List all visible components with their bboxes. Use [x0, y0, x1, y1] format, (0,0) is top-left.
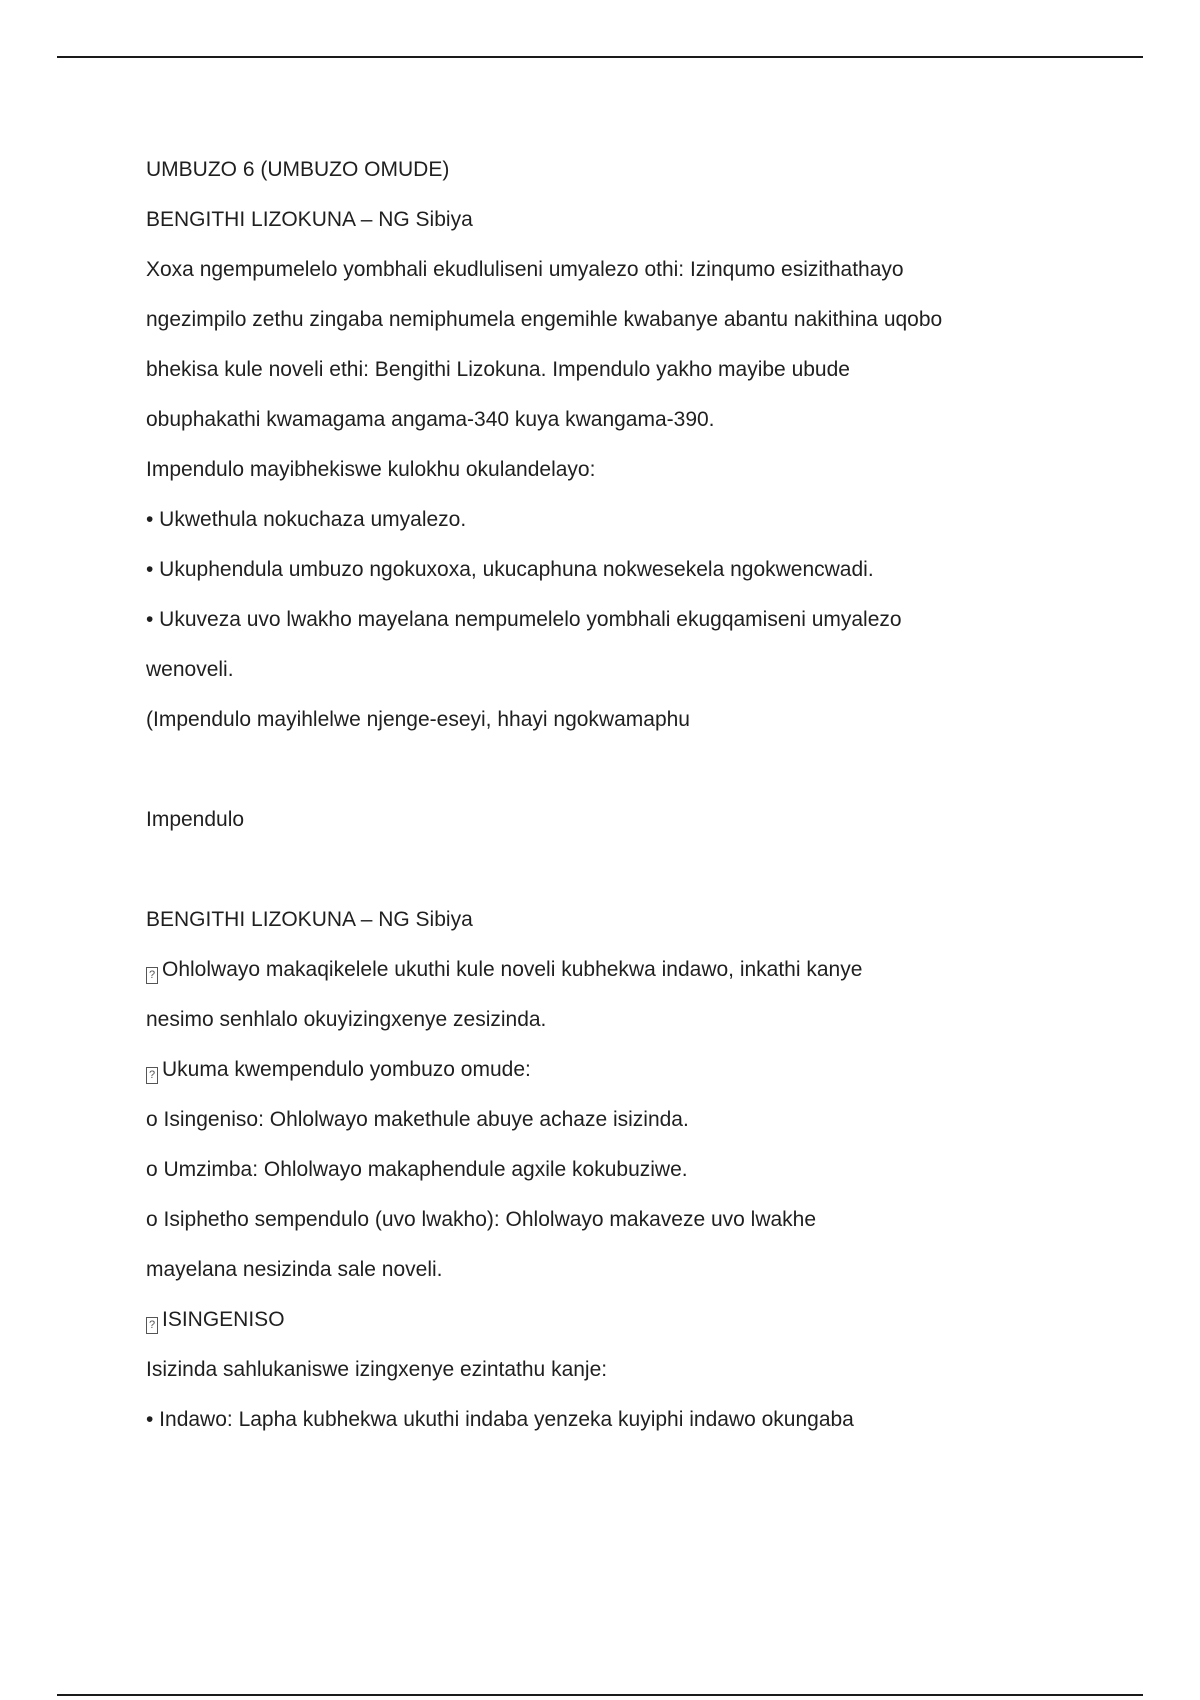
format-note: (Impendulo mayihlelwe njenge-eseyi, hhayi ngokwamaphu — [146, 708, 690, 731]
structure-item: o Umzimba: Ohlolwayo makaphendule agxile kokubuziwe. — [146, 1158, 688, 1181]
question-line: Xoxa ngempumelelo yombhali ekudluliseni umyalezo othi: Izinqumo esizithathayo — [146, 258, 904, 281]
question-line: ngezimpilo zethu zingaba nemiphumela engemihle kwabanye abantu nakithina uqobo — [146, 308, 943, 331]
answer-book-title: BENGITHI LIZOKUNA – NG Sibiya — [146, 908, 473, 931]
header-rule — [57, 56, 1143, 58]
instruction-bullet: • Ukwethula nokuchaza umyalezo. — [146, 508, 467, 531]
spacer — [146, 745, 1066, 795]
structure-item: o Isingeniso: Ohlolwayo makethule abuye achaze isizinda. — [146, 1108, 689, 1131]
structure-item: mayelana nesizinda sale noveli. — [146, 1258, 443, 1281]
answer-point — [146, 945, 1066, 995]
answer-point-text: Ohlolwayo makaqikelele ukuthi kule noveli kubhekwa indawo, inkathi kanye — [162, 958, 863, 981]
setting-intro: Isizinda sahlukaniswe izingxenye ezintathu kanje: — [146, 1358, 608, 1381]
setting-bullet: • Indawo: Lapha kubhekwa ukuthi indaba yenzeka kuyiphi indawo okungaba — [146, 1408, 854, 1431]
missing-glyph-icon: ? — [146, 967, 158, 984]
answer-point-text: Ukuma kwempendulo yombuzo omude: — [162, 1058, 531, 1081]
instruction-bullet: wenoveli. — [146, 658, 234, 681]
document-body — [146, 145, 1066, 1445]
question-line: obuphakathi kwamagama angama-340 kuya kwangama-390. — [146, 408, 715, 431]
missing-glyph-icon: ? — [146, 1067, 158, 1084]
book-title: BENGITHI LIZOKUNA – NG Sibiya — [146, 208, 473, 231]
question-heading: UMBUZO 6 (UMBUZO OMUDE) — [146, 158, 450, 181]
answer-point-text: ISINGENISO — [162, 1308, 285, 1331]
answer-point-continuation: nesimo senhlalo okuyizingxenye zesizinda. — [146, 1008, 547, 1031]
answer-heading: Impendulo — [146, 808, 245, 831]
structure-item: o Isiphetho sempendulo (uvo lwakho): Ohlolwayo makaveze uvo lwakhe — [146, 1208, 817, 1231]
question-line: bhekisa kule noveli ethi: Bengithi Lizokuna. Impendulo yakho mayibe ubude — [146, 358, 850, 381]
answer-point — [146, 1045, 1066, 1095]
missing-glyph-icon: ? — [146, 1317, 158, 1334]
instruction-bullet: • Ukuphendula umbuzo ngokuxoxa, ukucaphuna nokwesekela ngokwencwadi. — [146, 558, 874, 581]
answer-point — [146, 1295, 1066, 1345]
footer-rule — [57, 1694, 1143, 1696]
instructions-intro: Impendulo mayibhekiswe kulokhu okulandelayo: — [146, 458, 596, 481]
instruction-bullet: • Ukuveza uvo lwakho mayelana nempumelelo yombhali ekugqamiseni umyalezo — [146, 608, 902, 631]
spacer — [146, 845, 1066, 895]
